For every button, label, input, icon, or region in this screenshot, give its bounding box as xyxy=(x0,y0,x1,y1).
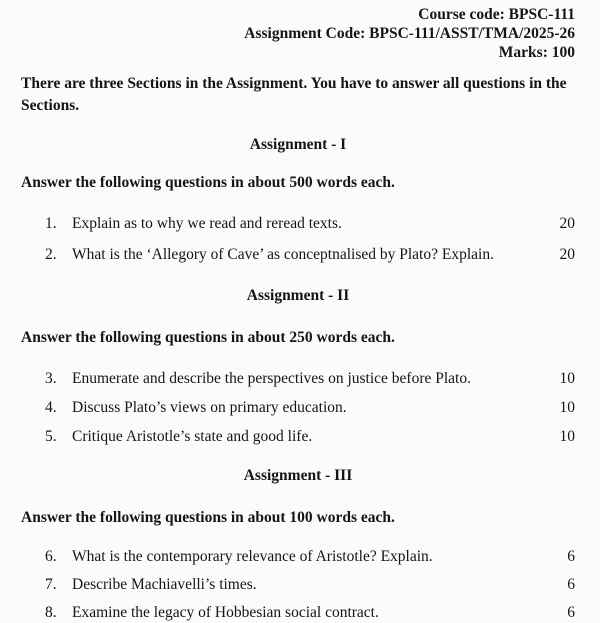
section-assignment-2 xyxy=(21,287,575,447)
question-marks: 10 xyxy=(559,399,575,416)
section-title: Assignment - III xyxy=(243,467,353,484)
question-text: Critique Aristotle’s state and good life. xyxy=(72,428,313,445)
question-text: Examine the legacy of Hobbesian social contract. xyxy=(72,604,379,621)
question-marks: 20 xyxy=(559,215,575,232)
question-row xyxy=(45,575,575,595)
question-row xyxy=(45,547,575,567)
question-text: Enumerate and describe the perspectives on justice before Plato. xyxy=(72,370,471,387)
question-text: What is the ‘Allegory of Cave’ as conceptnalised by Plato? Explain. xyxy=(72,246,494,263)
section-instruction: Answer the following questions in about 250 words each. xyxy=(21,329,395,346)
question-marks: 6 xyxy=(567,604,575,621)
question-row xyxy=(45,603,575,623)
question-text: Explain as to why we read and reread texts. xyxy=(72,215,342,232)
course-code: Course code: BPSC-111 xyxy=(418,6,575,23)
question-text: Discuss Plato’s views on primary education. xyxy=(72,399,347,416)
question-list xyxy=(21,214,575,265)
assignment-code: Assignment Code: BPSC-111/ASST/TMA/2025-26 xyxy=(244,25,575,42)
question-marks: 6 xyxy=(567,548,575,565)
section-instruction: Answer the following questions in about 500 words each. xyxy=(21,174,395,191)
section-title: Assignment - I xyxy=(249,136,347,153)
question-text: What is the contemporary relevance of Aristotle? Explain. xyxy=(72,548,433,565)
question-marks: 10 xyxy=(559,370,575,387)
question-row xyxy=(45,245,575,265)
question-marks: 6 xyxy=(567,576,575,593)
question-number: 7. xyxy=(45,576,57,593)
document-header xyxy=(21,5,575,62)
question-row xyxy=(45,369,575,389)
section-assignment-1 xyxy=(21,136,575,265)
question-list xyxy=(21,547,575,623)
intro-note: There are three Sections in the Assignment. You have to answer all questions in the Sections. xyxy=(21,75,567,114)
section-title: Assignment - II xyxy=(246,287,350,304)
question-marks: 10 xyxy=(559,428,575,445)
question-list xyxy=(21,369,575,447)
question-number: 1. xyxy=(45,215,57,232)
question-marks: 20 xyxy=(559,246,575,263)
question-row xyxy=(45,398,575,418)
question-number: 2. xyxy=(45,246,57,263)
question-number: 5. xyxy=(45,428,57,445)
total-marks: Marks: 100 xyxy=(498,44,575,61)
question-number: 3. xyxy=(45,370,57,387)
question-row xyxy=(45,427,575,447)
question-number: 4. xyxy=(45,399,57,416)
question-row xyxy=(45,214,575,234)
section-instruction: Answer the following questions in about 100 words each. xyxy=(21,509,395,526)
question-number: 8. xyxy=(45,604,57,621)
question-number: 6. xyxy=(45,548,57,565)
question-text: Describe Machiavelli’s times. xyxy=(72,576,257,593)
